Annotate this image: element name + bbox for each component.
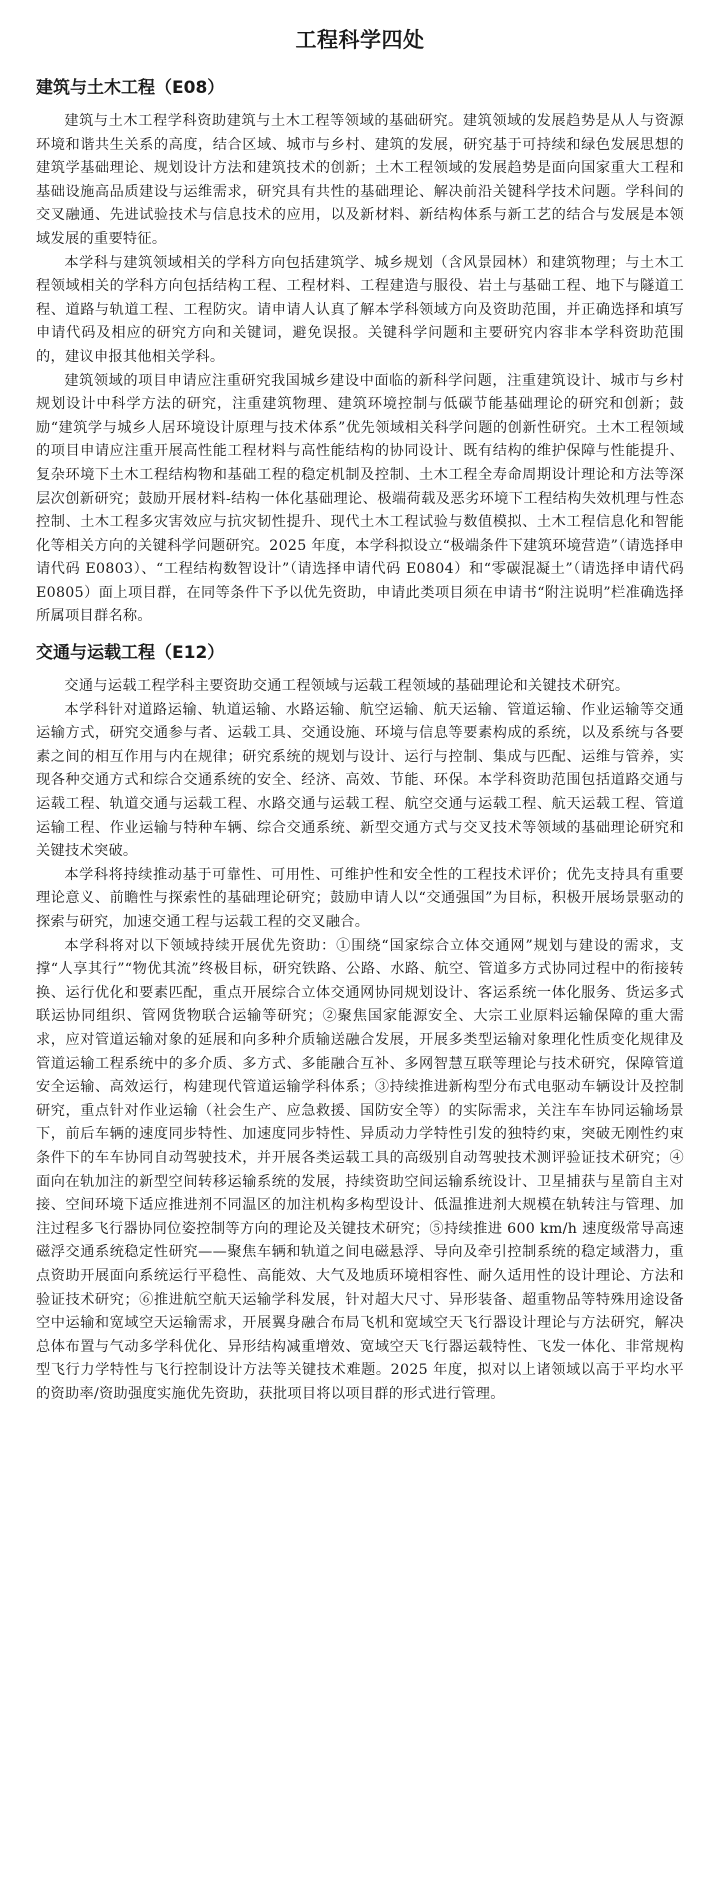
paragraph: 本学科针对道路运输、轨道运输、水路运输、航空运输、航天运输、管道运输、作业运输等交通运输方式，研究交通参与者、运载工具、交通设施、环境与信息等要素构成的系统，以及系统与各要素之间的相互作用与内在规律；研究系统的规划与设计、运行与控制、集成与匹配、运维与管养，实现各种交通方式和综合交通系统的安全、经济、高效、节能、环保。本学科资助范围包括道路交通与运载工程、轨道交通与运载工程、水路交通与运载工程、航空交通与运载工程、航天运载工程、管道运输工程、作业运输与特种车辆、综合交通系统、新型交通方式与交叉技术等领域的基础理论研究和关键技术突破。 [36,701,684,860]
paragraph: 本学科将持续推动基于可靠性、可用性、可维护性和安全性的工程技术评价；优先支持具有重要理论意义、前瞻性与探索性的基础理论研究；鼓励申请人以“交通强国”为目标，积极开展场景驱动的探索与研究，加速交通工程与运载工程的交叉融合。 [36,866,684,930]
page-title: 工程科学四处 [295,28,425,52]
section-heading: 建筑与土木工程（E08） [36,78,225,98]
section-architecture-civil [36,76,684,629]
paragraph: 建筑领域的项目申请应注重研究我国城乡建设中面临的新科学问题，注重建筑设计、城市与乡村规划设计中科学方法的研究，注重建筑物理、建筑环境控制与低碳节能基础理论的研究和创新；鼓励“建筑学与城乡人居环境设计原理与技术体系”优先领域相关科学问题的创新性研究。土木工程领域的项目申请应注重开展高性能工程材料与高性能结构的协同设计、既有结构的维护保障与性能提升、复杂环境下土木工程结构物和基础工程的稳定机制及控制、土木工程全寿命周期设计理论和方法等深层次创新研究；鼓励开展材料-结构一体化基础理论、极端荷载及恶劣环境下工程结构失效机理与性态控制、土木工程多灾害效应与抗灾韧性提升、现代土木工程试验与数值模拟、土木工程信息化和智能化等相关方向的关键科学问题研究。2025 年度，本学科拟设立“极端条件下建筑环境营造”（请选择申请代码 E0803）、“工程结构数智设计”（请选择申请代码 E0804）和“零碳混凝土”（请选择申请代码 E0805）面上项目群，在同等条件下予以优先资助，申请此类项目须在申请书“附注说明”栏准确选择所属项目群名称。 [36,372,684,625]
paragraph: 交通与运载工程学科主要资助交通工程领域与运载工程领域的基础理论和关键技术研究。 [64,678,630,695]
paragraph: 本学科将对以下领域持续开展优先资助：①围绕“国家综合立体交通网”规划与建设的需求，支撑“人享其行”“物优其流”终极目标，研究铁路、公路、水路、航空、管道多方式协同过程中的衔接转换、运行优化和要素匹配，重点开展综合立体交通网协同规划设计、客运系统一体化服务、货运多式联运协同组织、管网货物联合运输等研究；②聚焦国家能源安全、大宗工业原料运输保障的重大需求，应对管道运输对象的延展和向多种介质输送融合发展，开展多类型运输对象理化性质变化规律及管道运输工程系统中的多介质、多方式、多能融合互补、多网智慧互联等理论与技术研究，保障管道安全运输、高效运行，构建现代管道运输学科体系；③持续推进新构型分布式电驱动车辆设计及控制研究，重点针对作业运输（社会生产、应急救援、国防安全等）的实际需求，关注车车协同运输场景下，前后车辆的速度同步特性、加速度同步特性、异质动力学特性引发的独特约束，突破无刚性约束条件下的车车协同自动驾驶技术，并开展各类运载工具的高级别自动驾驶技术测评验证技术研究；④面向在轨加注的新型空间转移运输系统的发展，持续资助空间运输系统设计、卫星捕获与星箭自主对接、空间环境下适应推进剂不同温区的加注机构多构型设计、低温推进剂大规模在轨转注与管理、加注过程多飞行器协同位姿控制等方向的理论及关键技术研究；⑤持续推进 600 km/h 速度级常导高速磁浮交通系统稳定性研究——聚焦车辆和轨道之间电磁悬浮、导向及牵引控制系统的稳定域潜力，重点资助开展面向系统运行平稳性、高能效、大气及地质环境相容性、耐久适用性的设计理论、方法和验证技术研究；⑥推进航空航天运输学科发展，针对超大尺寸、异形装备、超重物品等特殊用途设备空中运输和宽域空天运输需求，开展翼身融合布局飞机和宽域空天飞行器设计理论与方法研究，解决总体布置与气动多学科优化、异形结构减重增效、宽域空天飞行器运载特性、飞发一体化、非常规构型飞行力学特性与飞行控制设计方法等关键技术难题。2025 年度，拟对以上诸领域以高于平均水平的资助率/资助强度实施优先资助，获批项目将以项目群的形式进行管理。 [36,937,684,1402]
paragraph: 本学科与建筑领域相关的学科方向包括建筑学、城乡规划（含风景园林）和建筑物理；与土木工程领域相关的学科方向包括结构工程、工程材料、工程建造与服役、岩土与基础工程、地下与隧道工程、道路与轨道工程、工程防灾。请申请人认真了解本学科领域方向及资助范围，并正确选择和填写申请代码及相应的研究方向和关键词，避免误报。关键科学问题和主要研究内容非本学科资助范围的，建议申报其他相关学科。 [36,254,684,365]
paragraph: 建筑与土木工程学科资助建筑与土木工程等领域的基础研究。建筑领域的发展趋势是从人与资源环境和谐共生关系的高度，结合区域、城市与乡村、建筑的发展，研究基于可持续和绿色发展思想的建筑学基础理论、规划设计方法和建筑技术的创新；土木工程领域的发展趋势是面向国家重大工程和基础设施高品质建设与运维需求，研究具有共性的基础理论、解决前沿关键科学技术问题。学科间的交叉融通、先进试验技术与信息技术的应用，以及新材料、新结构体系与新工艺的结合与发展是本领域发展的重要特征。 [36,113,684,247]
section-heading: 交通与运载工程（E12） [36,643,225,664]
section-transportation [36,641,684,1406]
